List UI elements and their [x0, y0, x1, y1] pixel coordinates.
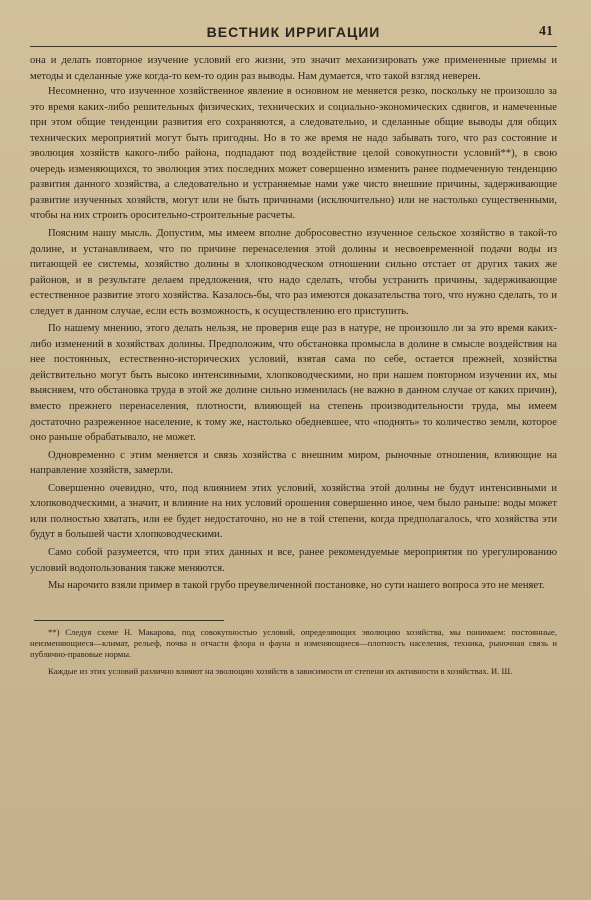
- journal-title: ВЕСТНИК ИРРИГАЦИИ: [206, 24, 381, 40]
- paragraph-5: Одновременно с этим меняется и связь хозяйства с внешним миром, рыночные отношения, влияющие на направление хозяйств, замерли.: [30, 449, 557, 477]
- paragraph-4: По нашему мнению, этого делать нельзя, не проверив еще раз в натуре, не произошло ли за это время каких-либо изменений в хозяйствах долины. Предположим, что обстановка промысла в долине в смысле воздействия на нее постоянных, естественно-исторических условий, взятая сама по себе, остается прежней, хозяйства действительно могут быть высоко интенсивными, хлопководческими, но при нашем повторном изучении их, мы выясняем, что обстановка труда в этой же долине сильно изменилась (не важно в данном случае от каких причин), вместо прежнего перенаселения, плотности, влияющей на степень производительности труда, мы имеем достаточно разреженное население, к тому же, настолько обедневшее, что «поднять» то количество земли, которое оно раньше обрабатывало, не может.: [30, 323, 557, 444]
- footnote-1: **) Следуя схеме Н. Макарова, под совокупностью условий, определяющих эволюцию хозяйства, мы понимаем: постоянные, неизменяющиеся—климат, рельеф, почва и отчасти флора и фауна и изменяющиеся—плотность населения, техника, рыночная связь и публично-правовые нормы.: [30, 626, 557, 659]
- paragraph-8: Мы нарочито взяли пример в такой грубо преувеличенной постановке, но сути нашего вопроса это не меняет.: [48, 580, 545, 592]
- page-number: 41: [539, 24, 553, 39]
- footnote-2: Каждые из этих условий различно влияют на эволюцию хозяйств в зависимости от степени их активности в хозяйствах. И. Ш.: [48, 665, 513, 676]
- paragraph-3: Поясним нашу мысль. Допустим, мы имеем вполне добросовестно изученное сельское хозяйство в такой-то долине, и устанавливаем, что по причине перенаселения этой долины и несвоевременной подачи воды из питающей ее системы, хозяйство долины в хлопководческом отношении сильно отстает от других таких же районов, и в результате делаем предложения, что надо сделать, чтобы устранить причины, задерживающие естественное развитие этого хозяйства. Казалось-бы, что раз имеются доказательства того, что нужно сделать, то и следует в данном случае, если есть возможность, к осуществлению его приступить.: [30, 228, 557, 317]
- page-header: [30, 24, 557, 47]
- body-text: [30, 53, 557, 594]
- footnotes: [30, 627, 557, 677]
- paragraph-2: Несомненно, что изученное хозяйственное явление в основном не меняется резко, поскольку не произошло за это время каких-либо решительных физических, технических и социально-экономических сдвигов, и намеченные при этом общие тенденции развития его сохраняются, а следовательно, и сделанные общие выводы для общих технических мероприятий могут быть пригодны. Но в то же время не надо забывать того, что раз состояние и эволюция хозяйств какого-либо района, подпадают под воздействие целой совокупности условий**), в свою очередь изменяющихся, то эволюция этих последних может совершенно изменить ранее подмеченную тенденцию развития данного хозяйства, а следовательно и устраняемые нами уже чисто внешние причины, задерживающие развитие изученных хозяйств, могут или не быть причинами (исключительно) или не настолько существенными, чтобы на них строить оросительно-строительные расчеты.: [30, 86, 557, 222]
- paragraph-6: Совершенно очевидно, что, под влиянием этих условий, хозяйства этой долины не будут интенсивными и хлопководческими, а значит, и влияние на них условий орошения совершенно иное, чем было раньше: воды может или полностью хватать, или ее будет недостаточно, но не в той степени, когда предполагалось, что хозяйства эти будут в большей части хлопководческими.: [30, 482, 557, 541]
- paragraph-1: она и делать повторное изучение условий его жизни, это значит механизировать уже примененные приемы и методы и сделанные уже когда-то кем-то один раз выводы. Нам думается, что такой взгляд неверен.: [30, 55, 557, 82]
- footnote-separator: [34, 620, 224, 621]
- paragraph-7: Само собой разумеется, что при этих данных и все, ранее рекомендуемые мероприятия по урегулированию условий водопользования также меняются.: [30, 546, 557, 574]
